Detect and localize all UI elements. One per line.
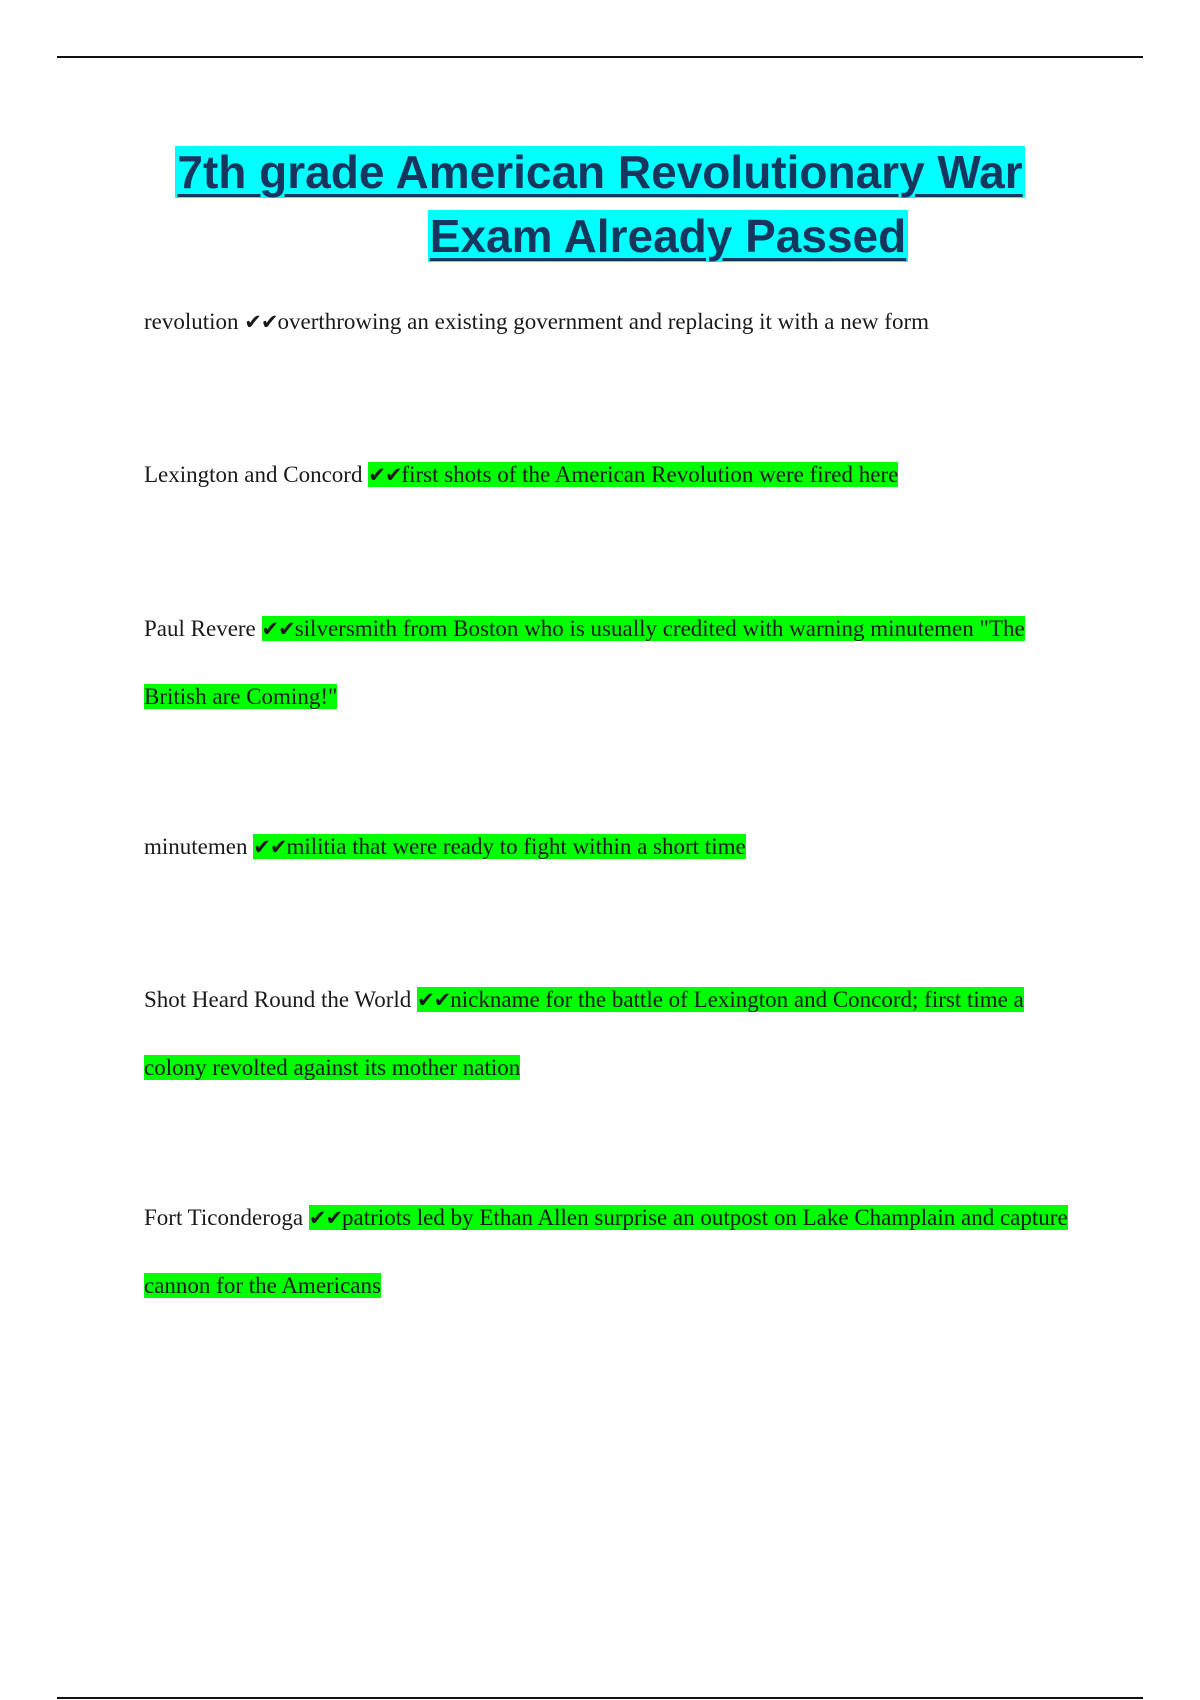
entry-definition: first shots of the American Revolution were fired here [401, 462, 899, 487]
double-check-icon: ✔✔ [368, 463, 402, 487]
entry-minutemen [144, 813, 1084, 881]
entry-fort-ticonderoga [144, 1184, 1084, 1319]
entry-term: revolution [144, 309, 239, 334]
entry-lexington-concord [144, 441, 1084, 509]
entry-term: Fort Ticonderoga [144, 1205, 304, 1230]
bottom-rule [57, 1697, 1143, 1699]
top-rule [57, 56, 1143, 58]
entry-term: Paul Revere [144, 616, 256, 641]
entry-definition: militia that were ready to fight within a short time [286, 834, 746, 859]
title-line-1: 7th grade American Revolutionary War [177, 146, 1023, 198]
entry-definition: overthrowing an existing government and replacing it with a new form [277, 309, 929, 334]
double-check-icon: ✔✔ [261, 617, 295, 641]
title-line-2: Exam Already Passed [429, 210, 907, 262]
entry-term: Shot Heard Round the World [144, 987, 412, 1012]
double-check-icon: ✔✔ [417, 988, 451, 1012]
entry-term: minutemen [144, 834, 248, 859]
double-check-icon: ✔✔ [253, 835, 287, 859]
entry-revolution [144, 288, 1084, 356]
entry-paul-revere [144, 595, 1084, 730]
entry-term: Lexington and Concord [144, 462, 363, 487]
entry-definition: silversmith from Boston who is usually credited with warning minutemen "The British are Coming!" [144, 616, 1025, 709]
entry-definition: nickname for the battle of Lexington and Concord; first time a colony revolted against its mother nation [144, 987, 1024, 1080]
document-title [0, 140, 1200, 268]
entry-definition: patriots led by Ethan Allen surprise an outpost on Lake Champlain and capture cannon for the Americans [144, 1205, 1068, 1298]
entry-shot-heard-round-the-world [144, 966, 1084, 1101]
double-check-icon: ✔✔ [308, 1206, 343, 1230]
double-check-icon: ✔✔ [244, 310, 278, 334]
